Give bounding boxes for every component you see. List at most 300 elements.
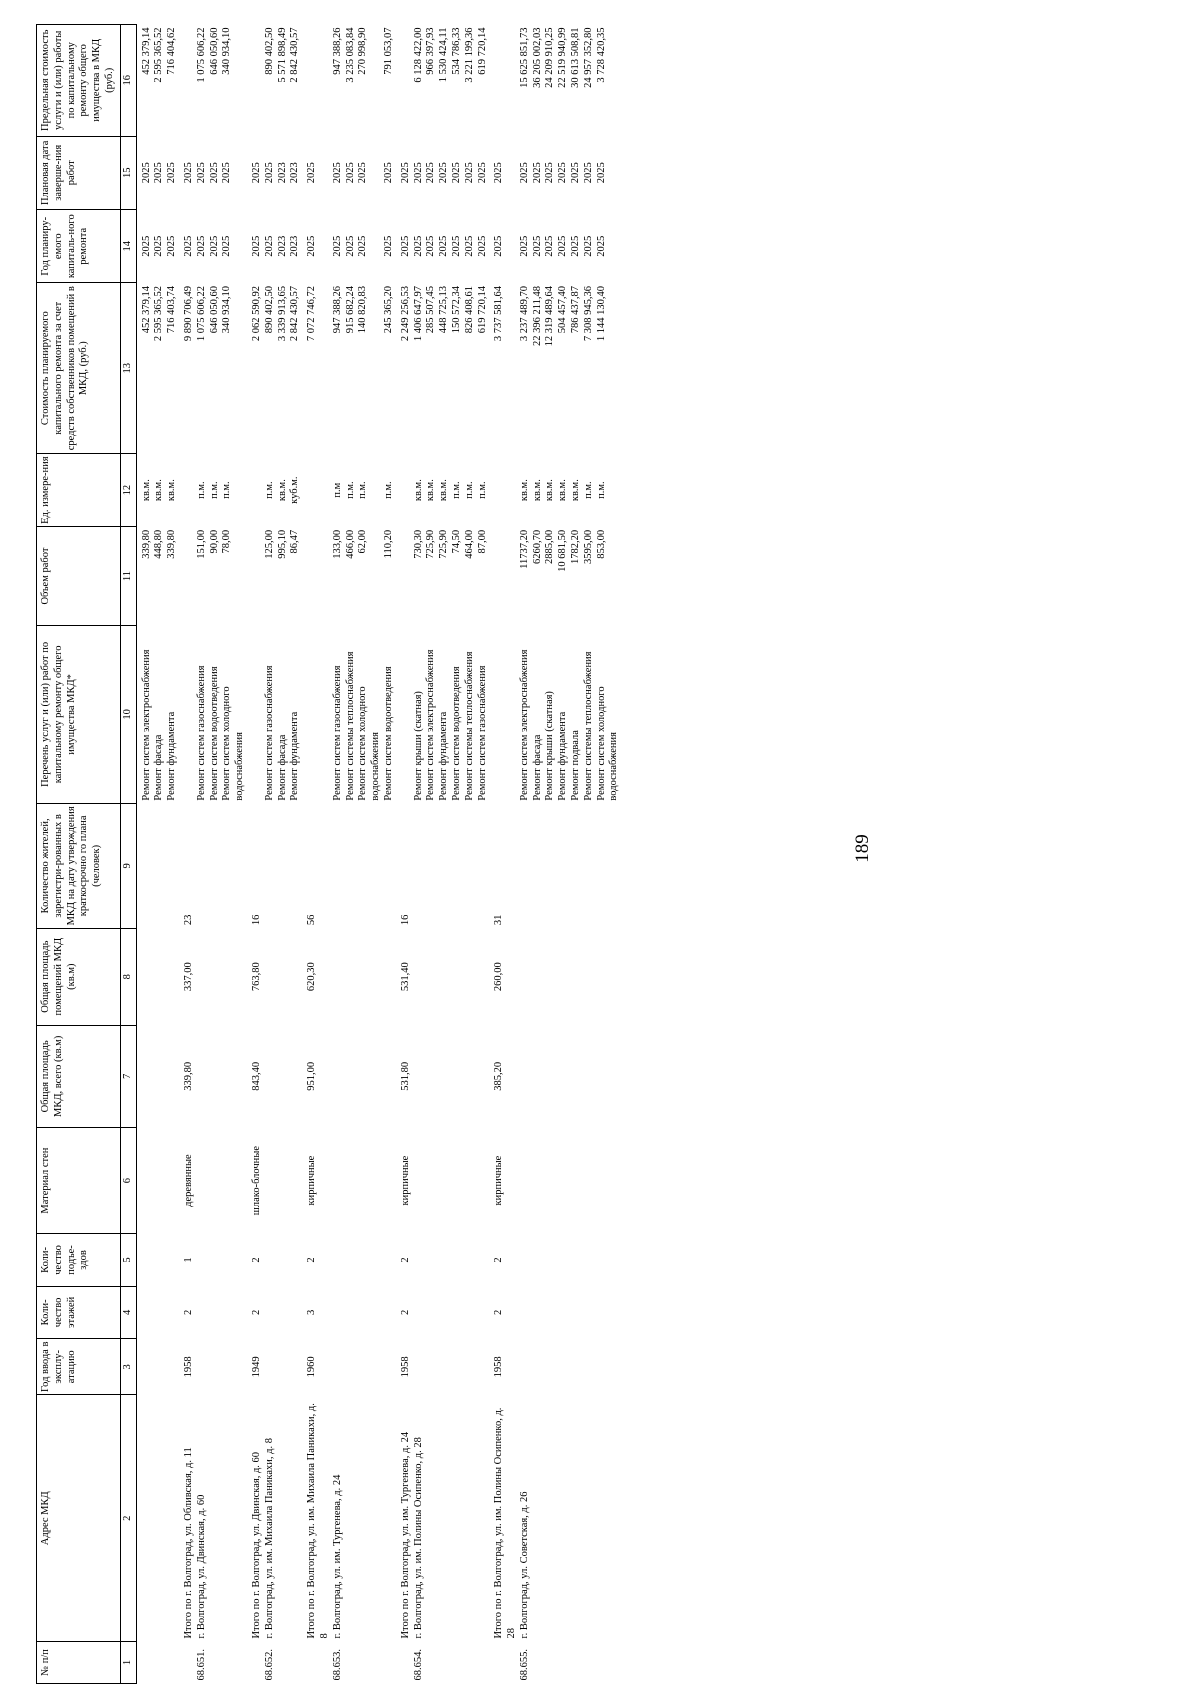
repair-year-cell: 2025 xyxy=(544,235,556,257)
cost-limit-cell xyxy=(489,25,519,137)
row-number-cell xyxy=(357,1642,383,1684)
wall-material-cell xyxy=(532,1127,545,1233)
address-cell: г. Волгоград, ул. им. Тургенева, д. 24 xyxy=(331,1474,343,1639)
row-number-cell xyxy=(383,1642,396,1684)
planned-cost-cell: 646 050,60 xyxy=(208,285,220,334)
cost-limit-cell: 966 397,93 xyxy=(425,27,437,75)
year-built-cell: 1958 xyxy=(182,1356,194,1378)
entrances-cell xyxy=(221,1234,247,1286)
residents-cell xyxy=(383,804,396,929)
planned-cost-cell: 3 737 581,64 xyxy=(493,285,505,342)
work-type-cell: Ремонт крыши (скатная) xyxy=(412,691,424,801)
work-type-cell: Ремонт системы теплоснабжения xyxy=(582,651,594,801)
work-volume-cell: 725,90 xyxy=(425,529,437,559)
row-number-cell xyxy=(557,1642,570,1684)
column-number: 6 xyxy=(120,1127,136,1233)
total-area-cell xyxy=(221,1025,247,1127)
wall-material-cell xyxy=(464,1127,477,1233)
work-type-cell: Ремонт системы теплоснабжения xyxy=(463,651,475,801)
work-volume-cell: 125,00 xyxy=(263,529,275,559)
planned-cost-cell: 7 072 746,72 xyxy=(306,285,318,342)
repair-year-cell: 2025 xyxy=(140,235,152,257)
floors-cell xyxy=(136,1286,153,1338)
row-number-cell xyxy=(464,1642,477,1684)
header-cell: Плановая дата заверше-ния работ xyxy=(37,136,121,209)
floors-cell xyxy=(532,1286,545,1338)
work-type-cell: Ремонт систем газоснабжения xyxy=(476,665,488,801)
planned-cost-cell: 340 934,10 xyxy=(221,285,233,334)
row-number-cell xyxy=(289,1642,302,1684)
completion-date-cell: 2025 xyxy=(140,162,152,184)
residents-cell xyxy=(166,804,179,929)
work-type-cell: Ремонт систем электроснабжения xyxy=(425,649,437,801)
row-number-cell xyxy=(179,1642,196,1684)
rooms-area-cell xyxy=(438,928,451,1025)
repair-year-cell: 2025 xyxy=(582,235,594,257)
address-cell xyxy=(277,1395,290,1642)
total-row xyxy=(247,25,264,1684)
cost-limit-cell: 716 404,62 xyxy=(166,27,178,75)
work-row xyxy=(413,25,426,1684)
work-row xyxy=(557,25,570,1684)
rooms-area-cell xyxy=(570,928,583,1025)
entrances-cell xyxy=(209,1234,222,1286)
work-volume-cell xyxy=(302,527,332,625)
planned-cost-cell: 9 890 706,49 xyxy=(182,285,194,342)
repair-year-cell: 2025 xyxy=(493,235,505,257)
total-row xyxy=(489,25,519,1684)
rooms-area-cell: 531,40 xyxy=(399,962,411,992)
cost-limit-cell: 22 519 940,99 xyxy=(557,27,569,88)
header-cell: Год ввода в эксплу-атацию xyxy=(37,1339,121,1395)
rooms-area-cell xyxy=(383,928,396,1025)
wall-material-cell xyxy=(166,1127,179,1233)
repair-year-cell: 2025 xyxy=(450,235,462,257)
row-number-cell: 68.653. xyxy=(331,1649,343,1681)
rooms-area-cell xyxy=(221,928,247,1025)
work-type-cell: Ремонт систем газоснабжения xyxy=(263,665,275,801)
column-number: 4 xyxy=(120,1286,136,1338)
work-volume-cell xyxy=(396,527,413,625)
row-number-cell xyxy=(438,1642,451,1684)
work-row xyxy=(277,25,290,1684)
total-area-cell: 531,80 xyxy=(399,1061,411,1091)
repair-year-cell: 2025 xyxy=(344,235,356,257)
year-built-cell xyxy=(570,1339,583,1395)
completion-date-cell: 2025 xyxy=(570,162,582,184)
cost-limit-cell: 947 388,26 xyxy=(331,27,343,75)
cost-limit-cell: 452 379,14 xyxy=(140,27,152,75)
rooms-area-cell xyxy=(196,928,209,1025)
repair-year-cell: 2025 xyxy=(306,235,318,257)
repair-year-cell: 2025 xyxy=(331,235,343,257)
completion-date-cell: 2025 xyxy=(166,162,178,184)
header-cell: Адрес МКД xyxy=(37,1395,121,1642)
wall-material-cell xyxy=(583,1127,596,1233)
year-built-cell xyxy=(209,1339,222,1395)
repair-year-cell: 2025 xyxy=(595,235,607,257)
work-type-cell: Ремонт систем холодного водоснабжения xyxy=(595,686,620,801)
residents-cell xyxy=(438,804,451,929)
floors-cell xyxy=(383,1286,396,1338)
year-built-cell xyxy=(519,1339,532,1395)
entrances-cell: 2 xyxy=(399,1257,411,1263)
column-number: 7 xyxy=(120,1025,136,1127)
year-built-cell: 1960 xyxy=(306,1356,318,1378)
residents-cell xyxy=(345,804,358,929)
entrances-cell xyxy=(596,1234,622,1286)
residents-cell: 16 xyxy=(250,914,262,926)
floors-cell xyxy=(477,1286,490,1338)
planned-cost-cell: 1 144 130,40 xyxy=(595,285,607,342)
completion-date-cell: 2025 xyxy=(221,162,233,184)
work-volume-cell xyxy=(247,527,264,625)
year-built-cell xyxy=(477,1339,490,1395)
row-number-cell: 68.655. xyxy=(518,1649,530,1681)
total-area-cell xyxy=(289,1025,302,1127)
work-volume-cell: 448,80 xyxy=(153,529,165,559)
repair-year-cell: 2025 xyxy=(476,235,488,257)
wall-material-cell xyxy=(451,1127,464,1233)
residents-cell xyxy=(209,804,222,929)
floors-cell xyxy=(277,1286,290,1338)
cost-limit-cell xyxy=(179,25,196,137)
address-cell xyxy=(221,1395,247,1642)
work-volume-cell: 466,00 xyxy=(344,529,356,559)
planned-cost-cell: 2 249 256,53 xyxy=(399,285,411,342)
unit-cell xyxy=(247,453,264,526)
unit-cell: п.м. xyxy=(582,481,594,499)
unit-cell: п.м. xyxy=(382,481,394,499)
column-number: 8 xyxy=(120,928,136,1025)
column-number: 16 xyxy=(120,25,136,137)
cost-limit-cell: 5 571 898,49 xyxy=(276,27,288,83)
rooms-area-cell xyxy=(264,928,277,1025)
rooms-area-cell: 763,80 xyxy=(250,962,262,992)
entrances-cell xyxy=(477,1234,490,1286)
year-built-cell xyxy=(345,1339,358,1395)
rooms-area-cell xyxy=(136,928,153,1025)
cost-limit-cell: 3 221 199,36 xyxy=(463,27,475,83)
unit-cell: кв.м. xyxy=(166,479,178,502)
row-number-cell: 68.654. xyxy=(412,1649,424,1681)
cost-limit-cell: 1 075 606,22 xyxy=(195,27,207,83)
work-type-cell: Ремонт фасада xyxy=(153,734,165,801)
floors-cell xyxy=(583,1286,596,1338)
wall-material-cell xyxy=(289,1127,302,1233)
wall-material-cell xyxy=(136,1127,153,1233)
column-number: 13 xyxy=(120,283,136,453)
entrances-cell xyxy=(136,1234,153,1286)
work-volume-cell: 62,00 xyxy=(357,529,369,554)
wall-material-cell: деревянные xyxy=(182,1154,194,1207)
completion-date-cell: 2025 xyxy=(344,162,356,184)
residents-cell: 16 xyxy=(399,914,411,926)
work-type-cell: Ремонт систем водоотведения xyxy=(450,666,462,801)
work-row xyxy=(221,25,247,1684)
address-cell: г. Волгоград, ул. Советская, д. 26 xyxy=(518,1491,530,1639)
planned-cost-cell: 22 396 211,48 xyxy=(531,285,543,346)
address-cell: г. Волгоград, ул. Двинская, д. 60 xyxy=(195,1494,207,1639)
total-area-cell xyxy=(357,1025,383,1127)
repair-year-cell: 2025 xyxy=(570,235,582,257)
completion-date-cell: 2025 xyxy=(544,162,556,184)
work-type-cell xyxy=(302,625,332,803)
planned-cost-cell: 2 842 430,57 xyxy=(289,285,301,342)
page-number: 189 xyxy=(852,834,873,863)
cost-limit-cell: 2 595 365,52 xyxy=(153,27,165,83)
repair-year-cell: 2025 xyxy=(208,235,220,257)
column-number: 10 xyxy=(120,625,136,803)
row-number-cell xyxy=(544,1642,557,1684)
cost-limit-cell: 3 728 420,35 xyxy=(595,27,607,83)
completion-date-cell: 2025 xyxy=(582,162,594,184)
work-volume-cell: 853,00 xyxy=(595,529,607,559)
total-area-cell xyxy=(196,1025,209,1127)
wall-material-cell xyxy=(277,1127,290,1233)
floors-cell: 3 xyxy=(306,1309,318,1316)
column-number: 11 xyxy=(120,527,136,625)
work-volume-cell: 725,90 xyxy=(438,529,450,559)
work-row xyxy=(425,25,438,1684)
work-volume-cell: 730,30 xyxy=(412,529,424,559)
entrances-cell: 2 xyxy=(306,1257,318,1263)
rooms-area-cell xyxy=(413,928,426,1025)
year-built-cell xyxy=(166,1339,179,1395)
work-type-cell: Ремонт систем холодного водоснабжения xyxy=(357,686,382,801)
completion-date-cell: 2025 xyxy=(357,162,369,184)
unit-cell: п.м. xyxy=(195,481,207,499)
work-volume-cell: 339,80 xyxy=(166,529,178,559)
floors-cell xyxy=(451,1286,464,1338)
total-area-cell: 951,00 xyxy=(306,1061,318,1091)
repair-plan-table xyxy=(36,24,621,1684)
year-built-cell xyxy=(383,1339,396,1395)
repair-year-cell: 2025 xyxy=(182,235,194,257)
year-built-cell xyxy=(464,1339,477,1395)
floors-cell: 2 xyxy=(399,1309,411,1316)
total-area-cell xyxy=(209,1025,222,1127)
wall-material-cell: кирпичные xyxy=(493,1155,505,1206)
address-cell: Итого по г. Волгоград, ул. им. Полины Осипенко, д. 28 xyxy=(493,1407,518,1639)
cost-limit-cell: 15 625 851,73 xyxy=(518,27,530,88)
year-built-cell xyxy=(136,1339,153,1395)
repair-year-cell: 2025 xyxy=(518,235,530,257)
row-number-cell xyxy=(489,1642,519,1684)
work-row xyxy=(357,25,383,1684)
total-area-cell xyxy=(425,1025,438,1127)
total-area-cell xyxy=(166,1025,179,1127)
entrances-cell xyxy=(166,1234,179,1286)
floors-cell xyxy=(438,1286,451,1338)
work-volume-cell: 90,00 xyxy=(208,529,220,554)
unit-cell: кв.м. xyxy=(412,479,424,502)
work-row xyxy=(332,25,345,1684)
work-volume-cell: 74,50 xyxy=(450,529,462,554)
header-cell: Предельная стоимость услуги и (или) работы по капитальному ремонту общего имущества в МКД (руб.) xyxy=(37,25,121,137)
repair-year-cell: 2025 xyxy=(357,235,369,257)
entrances-cell: 2 xyxy=(250,1257,262,1263)
floors-cell xyxy=(166,1286,179,1338)
completion-date-cell: 2025 xyxy=(399,162,411,184)
wall-material-cell xyxy=(596,1127,622,1233)
work-type-cell: Ремонт фундамента xyxy=(438,711,450,801)
column-number: 5 xyxy=(120,1234,136,1286)
work-row xyxy=(289,25,302,1684)
entrances-cell xyxy=(357,1234,383,1286)
unit-cell: п.м. xyxy=(595,481,607,499)
work-volume-cell: 87,00 xyxy=(476,529,488,554)
cost-limit-cell: 30 613 508,81 xyxy=(570,27,582,88)
wall-material-cell xyxy=(570,1127,583,1233)
planned-cost-cell: 150 572,34 xyxy=(450,285,462,334)
completion-date-cell: 2025 xyxy=(195,162,207,184)
work-type-cell: Ремонт систем электроснабжения xyxy=(518,649,530,801)
work-type-cell: Ремонт систем водоотведения xyxy=(382,666,394,801)
floors-cell xyxy=(557,1286,570,1338)
cost-limit-cell: 36 205 002,03 xyxy=(531,27,543,88)
header-cell: Коли-чество этажей xyxy=(37,1286,121,1338)
entrances-cell xyxy=(153,1234,166,1286)
year-built-cell xyxy=(264,1339,277,1395)
completion-date-cell: 2025 xyxy=(438,162,450,184)
work-row xyxy=(544,25,557,1684)
planned-cost-cell: 12 319 489,64 xyxy=(544,285,556,347)
total-area-cell xyxy=(583,1025,596,1127)
residents-cell: 56 xyxy=(306,914,318,926)
entrances-cell xyxy=(413,1234,426,1286)
year-built-cell: 1958 xyxy=(493,1356,505,1378)
work-volume-cell: 6260,70 xyxy=(531,529,543,564)
address-cell xyxy=(289,1395,302,1642)
completion-date-cell: 2023 xyxy=(289,162,301,184)
planned-cost-cell: 245 365,20 xyxy=(382,285,394,334)
year-built-cell xyxy=(413,1339,426,1395)
completion-date-cell: 2025 xyxy=(557,162,569,184)
residents-cell xyxy=(477,804,490,929)
address-cell xyxy=(438,1395,451,1642)
wall-material-cell: кирпичные xyxy=(399,1155,411,1206)
floors-cell xyxy=(196,1286,209,1338)
row-number-cell xyxy=(221,1642,247,1684)
work-row xyxy=(136,25,153,1684)
address-cell xyxy=(383,1395,396,1642)
address-cell xyxy=(532,1395,545,1642)
rooms-area-cell xyxy=(209,928,222,1025)
rooms-area-cell xyxy=(166,928,179,1025)
work-row xyxy=(153,25,166,1684)
work-type-cell: Ремонт крыши (скатная) xyxy=(544,691,556,801)
residents-cell xyxy=(264,804,277,929)
work-type-cell: Ремонт фундамента xyxy=(289,711,301,801)
unit-cell: кв.м. xyxy=(140,479,152,502)
year-built-cell: 1958 xyxy=(399,1356,411,1378)
work-volume-cell: 133,00 xyxy=(331,529,343,559)
unit-cell: п.м. xyxy=(263,481,275,499)
work-type-cell xyxy=(489,625,519,803)
work-type-cell: Ремонт систем водоотведения xyxy=(208,666,220,801)
cost-limit-cell: 3 235 083,84 xyxy=(344,27,356,83)
column-number: 2 xyxy=(120,1395,136,1642)
unit-cell: кв.м. xyxy=(557,479,569,502)
floors-cell xyxy=(264,1286,277,1338)
unit-cell: кв.м. xyxy=(425,479,437,502)
header-row xyxy=(37,25,121,1684)
year-built-cell xyxy=(153,1339,166,1395)
work-type-cell: Ремонт системы теплоснабжения xyxy=(344,651,356,801)
completion-date-cell: 2025 xyxy=(208,162,220,184)
repair-year-cell: 2025 xyxy=(263,235,275,257)
total-area-cell xyxy=(544,1025,557,1127)
wall-material-cell xyxy=(544,1127,557,1233)
total-area-cell xyxy=(383,1025,396,1127)
floors-cell: 2 xyxy=(493,1309,505,1316)
row-number-cell: 68.651. xyxy=(195,1649,207,1681)
rooms-area-cell xyxy=(532,928,545,1025)
total-area-cell xyxy=(136,1025,153,1127)
year-built-cell xyxy=(583,1339,596,1395)
work-row xyxy=(583,25,596,1684)
address-cell: г. Волгоград, ул. им. Полины Осипенко, д. 28 xyxy=(412,1437,424,1639)
floors-cell xyxy=(413,1286,426,1338)
planned-cost-cell: 2 062 590,92 xyxy=(250,285,262,342)
floors-cell xyxy=(425,1286,438,1338)
address-cell xyxy=(136,1395,153,1642)
row-number-cell xyxy=(477,1642,490,1684)
work-row xyxy=(438,25,451,1684)
planned-cost-cell: 140 820,83 xyxy=(357,285,369,334)
year-built-cell xyxy=(596,1339,622,1395)
repair-year-cell: 2023 xyxy=(289,235,301,257)
cost-limit-cell: 646 050,60 xyxy=(208,27,220,75)
residents-cell xyxy=(413,804,426,929)
work-volume-cell: 110,20 xyxy=(382,529,394,559)
completion-date-cell: 2025 xyxy=(250,162,262,184)
address-cell xyxy=(153,1395,166,1642)
total-area-cell xyxy=(596,1025,622,1127)
column-number: 15 xyxy=(120,136,136,209)
year-built-cell xyxy=(425,1339,438,1395)
cost-limit-cell: 791 053,07 xyxy=(382,27,394,75)
residents-cell: 23 xyxy=(182,914,194,926)
planned-cost-cell: 890 402,50 xyxy=(263,285,275,334)
work-volume-cell xyxy=(179,527,196,625)
year-built-cell xyxy=(532,1339,545,1395)
work-type-cell xyxy=(396,625,413,803)
address-cell xyxy=(209,1395,222,1642)
floors-cell: 2 xyxy=(250,1309,262,1316)
header-cell: Материал стен xyxy=(37,1127,121,1233)
address-cell: г. Волгоград, ул. им. Михаила Паникахи, д. 8 xyxy=(263,1438,275,1639)
planned-cost-cell: 1 075 606,22 xyxy=(195,285,207,342)
residents-cell xyxy=(332,804,345,929)
planned-cost-cell: 619 720,14 xyxy=(476,285,488,334)
work-type-cell: Ремонт фундамента xyxy=(166,711,178,801)
entrances-cell xyxy=(196,1234,209,1286)
repair-year-cell: 2025 xyxy=(382,235,394,257)
rooms-area-cell: 260,00 xyxy=(493,962,505,992)
unit-cell xyxy=(179,453,196,526)
unit-cell: кв.м. xyxy=(570,479,582,502)
planned-cost-cell: 285 507,45 xyxy=(425,285,437,334)
wall-material-cell xyxy=(519,1127,532,1233)
entrances-cell xyxy=(345,1234,358,1286)
floors-cell xyxy=(153,1286,166,1338)
total-area-cell xyxy=(345,1025,358,1127)
cost-limit-cell: 340 934,10 xyxy=(221,27,233,75)
work-type-cell: Ремонт фасада xyxy=(531,734,543,801)
completion-date-cell: 2025 xyxy=(493,162,505,184)
